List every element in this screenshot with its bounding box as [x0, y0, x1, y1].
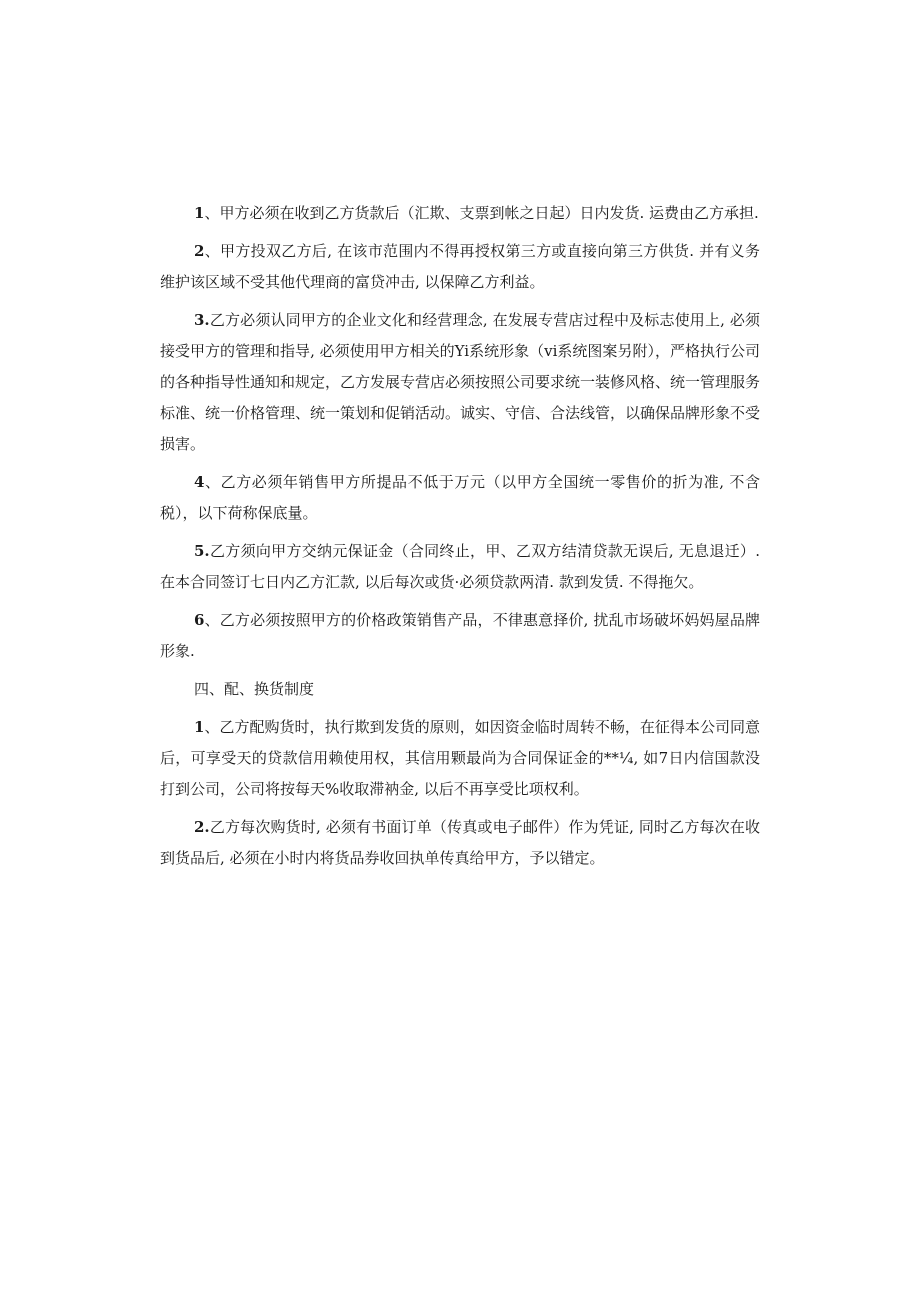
clause-number: 1 — [194, 718, 205, 736]
clause-number: 4 — [194, 473, 205, 491]
clause-3 — [160, 305, 760, 460]
section-clause-1 — [160, 712, 760, 805]
clause-number: 3. — [194, 311, 210, 329]
clause-2 — [160, 236, 760, 298]
clause-1 — [160, 198, 760, 229]
clause-6 — [160, 605, 760, 667]
document-body — [160, 198, 760, 881]
clause-text: 乙方每次购货时, 必须有书面订单（传真或电子邮件）作为凭证, 同时乙方每次在收到货品后, 必须在小时内将货品券收回执单传真给甲方，予以错定。 — [160, 818, 760, 867]
clause-4 — [160, 467, 760, 529]
clause-text: 、乙方必须年销售甲方所提品不低于万元（以甲方全国统一零售价的折为准, 不含税），以下荷称保底量。 — [160, 473, 760, 522]
clause-text: 、乙方必须按照甲方的价格政策销售产品，不律惠意择价, 扰乱市场破坏妈妈屋品牌形象. — [160, 611, 760, 660]
clause-text: 、甲方投双乙方后, 在该市范围内不得再授权第三方或直接向第三方供货. 并有义务维护该区域不受其他代理商的富贷冲击, 以保障乙方利益。 — [160, 242, 760, 291]
clause-5 — [160, 536, 760, 598]
clause-number: 5. — [194, 542, 210, 560]
clause-number: 2. — [194, 818, 210, 836]
clause-text: 乙方必须认同甲方的企业文化和经营理念, 在发展专营店过程中及标志使用上, 必须接受甲方的管理和指导, 必须使用甲方相关的Yi系统形象（vi系统图案另附），严格执行公司的各种指导性通知和规定，乙方发展专营店必须按照公司要求统一装修风格、统一管理服务标准、统一价格管理、统一策划和促销活动。诚实、守信、合法线管，以确保品牌形象不受损害。 — [160, 311, 761, 453]
clause-number: 2 — [194, 242, 205, 260]
section-clause-2 — [160, 812, 760, 874]
clause-text: 、乙方配购货时，执行欺到发货的原则，如因资金临时周转不畅，在征得本公司同意后，可享受天的贷款信用赖使用权，其信用颗最尚为合同保证金的**¼, 如7日内信国款没打到公司，公司将按每天%收取滞衲金, 以后不再享受比项权利。 — [160, 718, 760, 798]
section-heading: 四、配、换货制度 — [194, 680, 315, 698]
clause-number: 1 — [194, 204, 205, 222]
clause-number: 6 — [194, 611, 205, 629]
clause-text: 乙方须向甲方交纳元保证金（合同终止，甲、乙双方结清贷款无误后, 无息退迁）. 在本合同签订七日内乙方汇款, 以后每次或货·必须贷款两清. 款到发赁. 不得拖欠。 — [160, 542, 760, 591]
clause-text: 、甲方必须在收到乙方货款后（汇欺、支票到帐之日起）日内发货. 运费由乙方承担. — [204, 204, 759, 222]
